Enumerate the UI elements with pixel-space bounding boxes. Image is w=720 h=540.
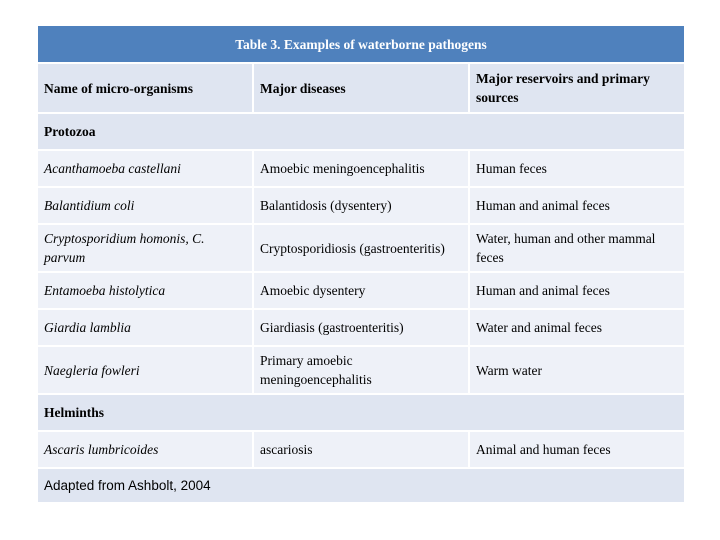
pathogens-table	[36, 24, 686, 504]
table-footnote: Adapted from Ashbolt, 2004	[37, 468, 685, 503]
source-cell: Human and animal feces	[469, 187, 685, 224]
source-cell: Human feces	[469, 150, 685, 187]
organism-cell: Entamoeba histolytica	[37, 272, 253, 309]
disease-cell: Amoebic dysentery	[253, 272, 469, 309]
organism-cell: Cryptosporidium homonis, C. parvum	[37, 224, 253, 272]
header-row	[37, 63, 685, 113]
organism-cell: Acanthamoeba castellani	[37, 150, 253, 187]
disease-cell: Balantidosis (dysentery)	[253, 187, 469, 224]
section-row-helminths	[37, 394, 685, 431]
source-cell: Animal and human feces	[469, 431, 685, 468]
section-label: Helminths	[37, 394, 685, 431]
table-row	[37, 150, 685, 187]
source-cell: Warm water	[469, 346, 685, 394]
source-cell: Water and animal feces	[469, 309, 685, 346]
table-row	[37, 431, 685, 468]
organism-cell: Naegleria fowleri	[37, 346, 253, 394]
table-row	[37, 309, 685, 346]
table-row	[37, 187, 685, 224]
disease-cell: Primary amoebic meningoencephalitis	[253, 346, 469, 394]
disease-cell: Cryptosporidiosis (gastroenteritis)	[253, 224, 469, 272]
organism-cell: Balantidium coli	[37, 187, 253, 224]
table-row	[37, 346, 685, 394]
section-label: Protozoa	[37, 113, 685, 150]
organism-cell: Ascaris lumbricoides	[37, 431, 253, 468]
header-source: Major reservoirs and primary sources	[469, 63, 685, 113]
footer-row	[37, 468, 685, 503]
organism-cell: Giardia lamblia	[37, 309, 253, 346]
disease-cell: Amoebic meningoencephalitis	[253, 150, 469, 187]
section-row-protozoa	[37, 113, 685, 150]
source-cell: Human and animal feces	[469, 272, 685, 309]
disease-cell: Giardiasis (gastroenteritis)	[253, 309, 469, 346]
header-disease: Major diseases	[253, 63, 469, 113]
header-organism: Name of micro-organisms	[37, 63, 253, 113]
table-title: Table 3. Examples of waterborne pathogens	[37, 25, 685, 63]
source-cell: Water, human and other mammal feces	[469, 224, 685, 272]
title-row	[37, 25, 685, 63]
table-row	[37, 272, 685, 309]
disease-cell: ascariosis	[253, 431, 469, 468]
table-row	[37, 224, 685, 272]
